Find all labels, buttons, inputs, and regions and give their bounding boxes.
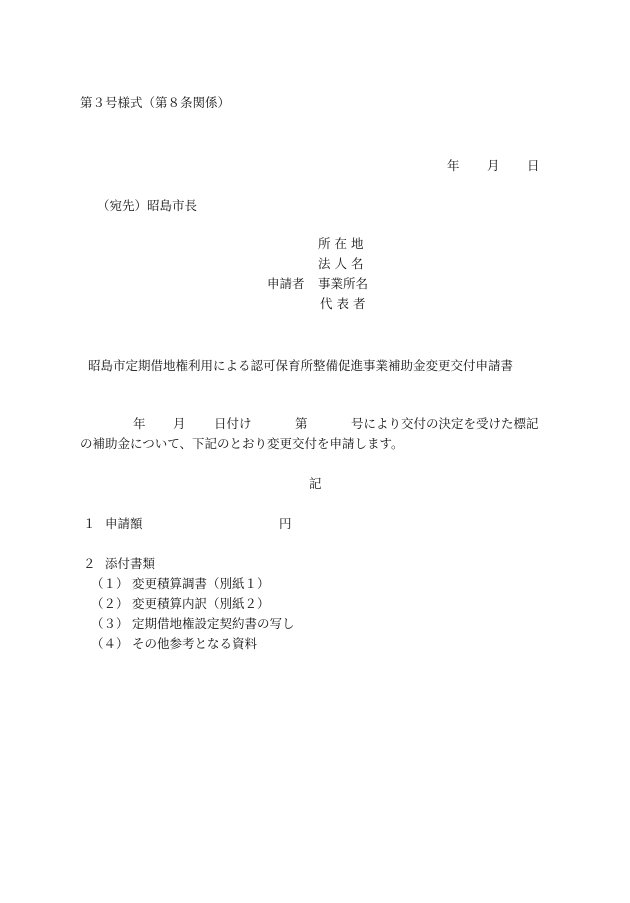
date-year-label: 年 — [447, 158, 460, 173]
body-number-prefix: 第 — [295, 416, 308, 431]
addressee: （宛先）昭島市長 — [97, 198, 198, 213]
attachment-number: （３） — [91, 616, 129, 631]
address-label: 所 在 地 — [318, 236, 364, 251]
office-name-label: 事業所名 — [318, 276, 369, 291]
attachment-number: （４） — [91, 636, 129, 651]
date-month-label: 月 — [487, 158, 500, 173]
section1-label: 申請額 — [105, 516, 143, 531]
attachment-text: 変更積算調書（別紙１） — [132, 576, 270, 591]
body-year-label: 年 — [133, 416, 146, 431]
attachment-text: 定期借地権設定契約書の写し — [132, 616, 295, 631]
section2-label: 添付書類 — [105, 556, 156, 571]
representative-label: 代 表 者 — [320, 296, 366, 311]
form-id: 第３号様式（第８条関係） — [80, 95, 231, 110]
ki-marker: 記 — [309, 476, 322, 491]
body-line1-rest: 号により交付の決定を受けた標記 — [351, 416, 539, 431]
body-line2: の補助金について、下記のとおり変更交付を申請します。 — [80, 436, 404, 451]
body-day-label: 日付け — [214, 416, 252, 431]
section2-number: ２ — [83, 556, 96, 571]
document-title: 昭島市定期借地権利用による認可保育所整備促進事業補助金変更交付申請書 — [88, 358, 514, 373]
attachment-number: （２） — [91, 596, 129, 611]
attachment-text: 変更積算内訳（別紙２） — [132, 596, 270, 611]
attachment-text: その他参考となる資料 — [132, 636, 258, 651]
section1-unit: 円 — [279, 516, 292, 531]
section1-number: １ — [83, 516, 96, 531]
attachment-number: （１） — [91, 576, 129, 591]
corporation-name-label: 法 人 名 — [318, 256, 364, 271]
date-day-label: 日 — [527, 158, 540, 173]
body-month-label: 月 — [173, 416, 186, 431]
applicant-label: 申請者 — [267, 276, 305, 291]
